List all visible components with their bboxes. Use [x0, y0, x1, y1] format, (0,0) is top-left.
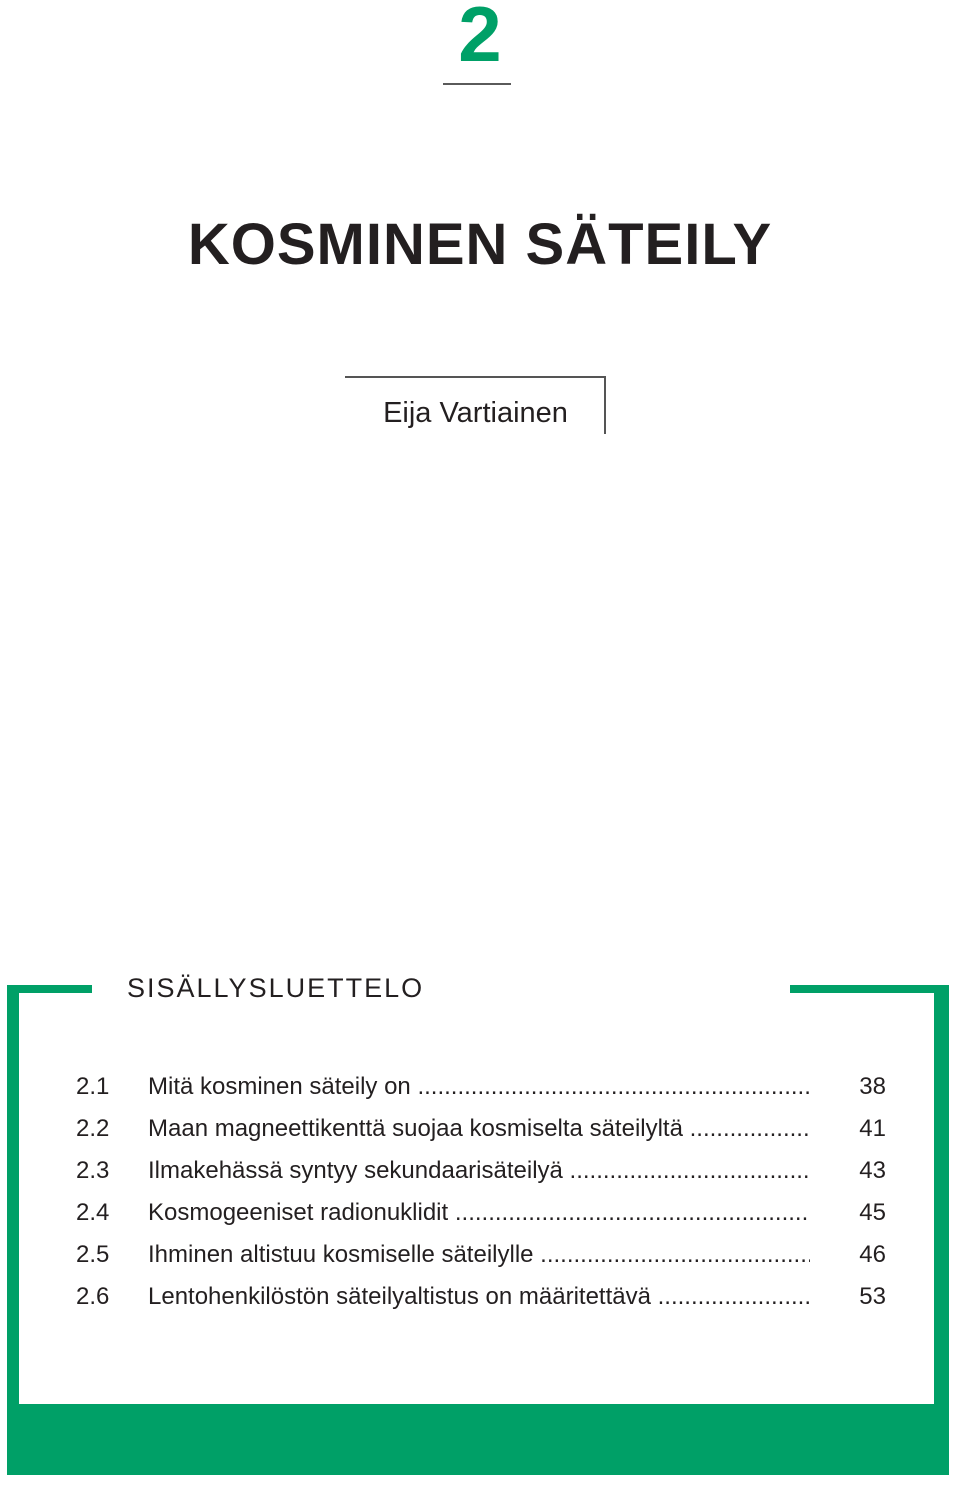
- toc-entry[interactable]: [76, 1276, 886, 1318]
- toc-frame-top-right: [790, 985, 949, 993]
- chapter-number-divider: [443, 83, 511, 85]
- toc-entry-title: Lentohenkilöstön säteilyaltistus on määritettävä .....: [148, 1276, 810, 1318]
- toc-entry-title: Maan magneettikenttä suojaa kosmiselta säteilyltä .....: [148, 1108, 810, 1150]
- toc-entry-title: Ilmakehässä syntyy sekundaarisäteilyä .....: [148, 1150, 810, 1192]
- toc-entry-page: 41: [859, 1115, 886, 1142]
- toc-frame-bottom-band: [7, 1404, 949, 1475]
- toc-frame-top-left: [7, 985, 92, 993]
- toc-entry[interactable]: [76, 1234, 886, 1276]
- toc-heading: SISÄLLYSLUETTELO: [127, 973, 425, 1003]
- toc-entry-number: 2.4: [76, 1199, 110, 1226]
- toc-list: [76, 1066, 886, 1318]
- toc-entry-number: 2.1: [76, 1073, 110, 1100]
- toc-entry-page: 45: [859, 1199, 886, 1226]
- toc-entry-title: Ihminen altistuu kosmiselle säteilylle .....: [148, 1234, 810, 1276]
- toc-entry-title: Mitä kosminen säteily on .....: [148, 1066, 810, 1108]
- chapter-title: KOSMINEN SÄTEILY: [187, 212, 773, 277]
- toc-entry[interactable]: [76, 1150, 886, 1192]
- toc-entry-page: 38: [859, 1073, 886, 1100]
- toc-entry[interactable]: [76, 1108, 886, 1150]
- toc-entry[interactable]: [76, 1192, 886, 1234]
- toc-entry-number: 2.5: [76, 1241, 110, 1268]
- chapter-number: 2: [458, 0, 502, 78]
- toc-entry[interactable]: [76, 1066, 886, 1108]
- toc-entry-page: 43: [859, 1157, 886, 1184]
- toc-entry-title: Kosmogeeniset radionuklidit .....: [148, 1192, 810, 1234]
- toc-entry-page: 46: [859, 1241, 886, 1268]
- toc-entry-number: 2.3: [76, 1157, 110, 1184]
- toc-entry-number: 2.6: [76, 1283, 110, 1310]
- toc-entry-page: 53: [859, 1283, 886, 1310]
- author-name: Eija Vartiainen: [383, 397, 568, 429]
- toc-entry-number: 2.2: [76, 1115, 110, 1142]
